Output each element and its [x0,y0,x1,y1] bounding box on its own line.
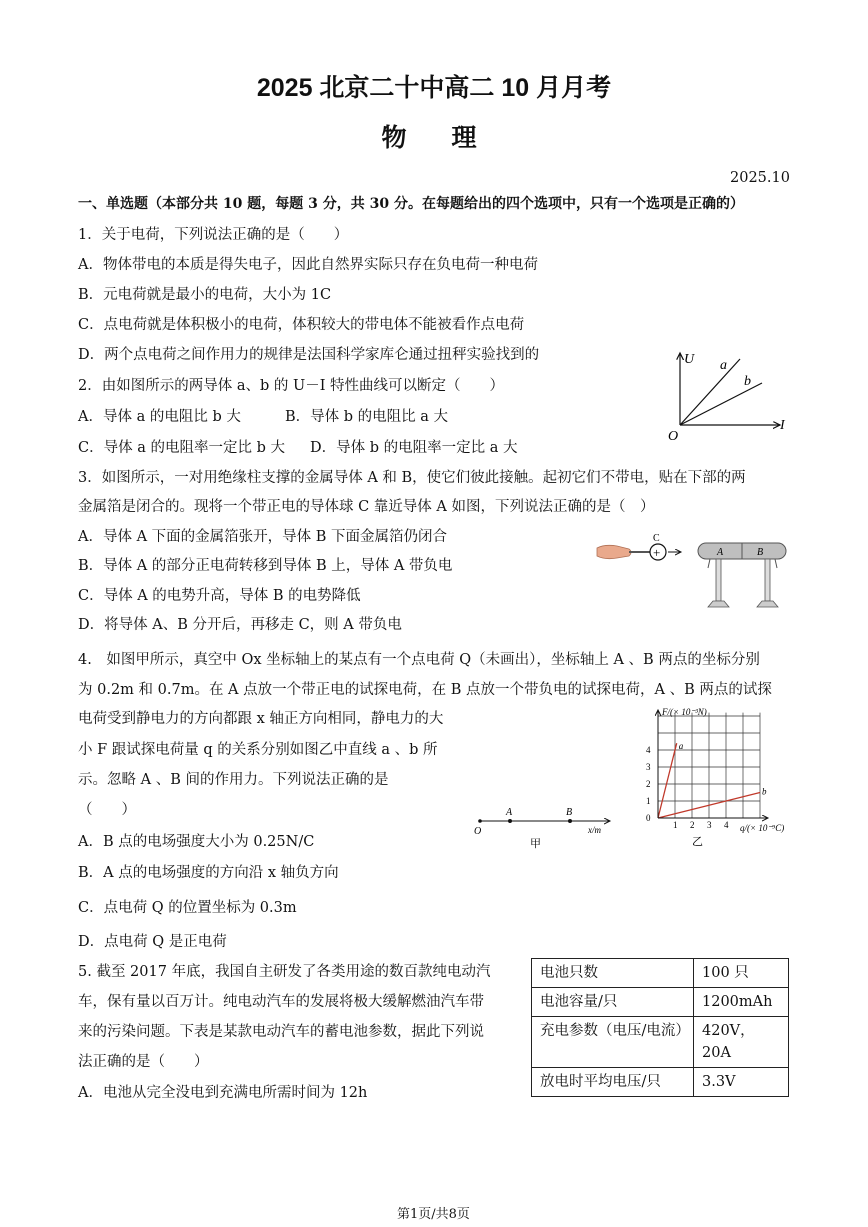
sphere-plus: + [653,545,661,560]
exam-title: 2025 北京二十中高二 10 月月考 [256,74,612,102]
table-cell-value: 420V，20A [694,1017,789,1068]
section-heading: 一、单选题（本部分共 10 题，每题 3 分，共 30 分。在每题给出的四个选项中，只有一个选项是正确的） [78,196,744,212]
y-tick-label: 2 [646,779,651,789]
table-cell-key: 电池容量/只 [532,988,694,1017]
base-right [757,601,778,607]
q5-line2: 车，保有量以百万计。纯电动汽车的发展将极大缓解燃油汽车带 [78,994,484,1010]
foil-b [775,559,777,568]
q3-stem-line1: 3．如图所示，一对用绝缘柱支撑的金属导体 A 和 B，使它们彼此接触。起初它们不带电，贴在下部的两 [78,470,746,486]
q3-option-d: D．将导体 A、B 分开后，再移走 C，则 A 带负电 [78,617,402,633]
table-cell-key: 放电时平均电压/只 [532,1068,694,1097]
q4-option-b: B．A 点的电场强度的方向沿 x 轴负方向 [78,865,339,881]
q4-line1: 4. 如图甲所示，真空中 Ox 坐标轴上的某点有一个点电荷 Q（未画出），坐标轴上 A 、B 两点的坐标分别 [78,652,760,668]
conductor-label-b: B [757,547,764,558]
x-tick-label: 4 [724,820,729,830]
table-row [532,1017,789,1068]
conductor-label-a: A [717,547,724,558]
q3-option-c: C．导体 A 的电势升高，导体 B 的电势降低 [78,588,361,604]
base-left [708,601,729,607]
y-tick-label: 4 [646,745,651,755]
y-tick-label: 3 [646,762,651,772]
q4-paren: （ ） [78,802,136,818]
q1-option-c: C．点电荷就是体积极小的电荷，体积较大的带电体不能被看作点电荷 [78,317,525,333]
q4-line3: 电荷受到静电力的方向都跟 x 轴正方向相同，静电力的大 [78,711,444,727]
q2-x-label: I [780,418,785,433]
q2-stem: 2．由如图所示的两导体 a、b 的 U－I 特性曲线可以断定（ ） [78,378,505,394]
q2-option-d: D．导体 b 的电阻率一定比 a 大 [310,440,518,456]
q5-line4: 法正确的是（ ） [78,1054,209,1070]
x-tick-label: 1 [673,820,678,830]
q2-option-a: A．导体 a 的电阻比 b 大 [78,409,241,425]
q5-option-a: A．电池从完全没电到充满电所需时间为 12h [78,1085,368,1101]
table-cell-key: 充电参数（电压/电流） [532,1017,694,1068]
q4-figure-jia [470,800,620,850]
q4-option-d: D．点电荷 Q 是正电荷 [78,934,227,950]
jia-label-b: B [566,807,573,818]
q2-label-a: a [720,358,727,373]
q1-option-a: A．物体带电的本质是得失电子，因此自然界实际只存在负电荷一种电荷 [78,257,538,273]
q2-option-b: B．导体 b 的电阻比 a 大 [285,409,449,425]
q5-line1: 5. 截至 2017 年底，我国自主研发了各类用途的数百款纯电动汽 [78,964,491,980]
series-label-a: a [678,741,684,752]
table-cell-key: 电池只数 [532,959,694,988]
x-tick-label: 2 [690,820,695,830]
table-cell-value: 3.3V [694,1068,789,1097]
q1-option-b: B．元电荷就是最小的电荷，大小为 1C [78,287,332,303]
table-cell-value: 100 只 [694,959,789,988]
table-cell-value: 1200mAh [694,988,789,1017]
q2-label-b: b [744,374,751,389]
q4-line4: 小 F 跟试探电荷量 q 的关系分别如图乙中直线 a 、b 所 [78,742,438,758]
y-tick-label: 0 [646,813,651,823]
q4-line5: 示。忽略 A 、B 间的作用力。下列说法正确的是 [78,772,389,788]
jia-caption: 甲 [530,838,541,850]
q3-option-b: B．导体 A 的部分正电荷转移到导体 B 上，导体 A 带负电 [78,558,453,574]
q1-option-d: D．两个点电荷之间作用力的规律是法国科学家库仑通过扭秤实验找到的 [78,347,540,363]
jia-label-a: A [506,807,513,818]
y-tick-label: 1 [646,796,651,806]
yi-x-axis-label: q/(× 10⁻⁹C) [740,823,785,833]
q2-y-label: U [684,352,695,367]
q3-stem-line2: 金属箔是闭合的。现将一个带正电的导体球 C 靠近导体 A 如图，下列说法正确的是（ ） [78,499,655,515]
foil-a [708,559,710,568]
q4-option-c: C．点电荷 Q 的位置坐标为 0.3m [78,900,297,916]
q2-origin-label: O [668,429,679,444]
subject-title: 物 理 [381,124,487,152]
x-tick-label: 3 [707,820,712,830]
jia-point-o [478,819,482,823]
jia-label-o: O [474,826,482,837]
stand-left [716,559,721,601]
hand-icon [597,545,631,558]
q3-conductor-figure [595,530,795,615]
battery-table [531,958,789,1097]
series-label-b: b [762,786,767,797]
q3-option-a: A．导体 A 下面的金属箔张开，导体 B 下面金属箔仍闭合 [78,529,448,545]
q4-figure-yi-chart [640,702,815,847]
q2-option-c: C．导体 a 的电阻率一定比 b 大 [78,440,285,456]
sphere-label-c: C [653,533,660,544]
yi-caption: 乙 [692,836,703,847]
table-row [532,988,789,1017]
series-line-a [658,743,677,818]
table-row [532,959,789,988]
exam-date: 2025.10 [730,170,790,186]
stand-right [765,559,770,601]
q2-ui-graph [662,345,792,445]
jia-point-a [508,819,512,823]
jia-point-b [568,819,572,823]
q2-line-b [680,383,762,425]
page-footer: 第1页/共8页 [397,1207,470,1222]
jia-axis-label: x/m [588,825,601,835]
q4-option-a: A．B 点的电场强度大小为 0.25N/C [78,834,315,850]
yi-y-axis-label: F/(× 10⁻³N) [662,707,707,717]
table-row [532,1068,789,1097]
q5-line3: 来的污染问题。下表是某款电动汽车的蓄电池参数，据此下列说 [78,1024,484,1040]
q2-line-a [680,359,740,425]
q1-stem: 1．关于电荷，下列说法正确的是（ ） [78,227,349,243]
q4-line2: 为 0.2m 和 0.7m。在 A 点放一个带正电的试探电荷，在 B 点放一个带负电的试探电荷，A 、B 两点的试探 [78,682,772,698]
